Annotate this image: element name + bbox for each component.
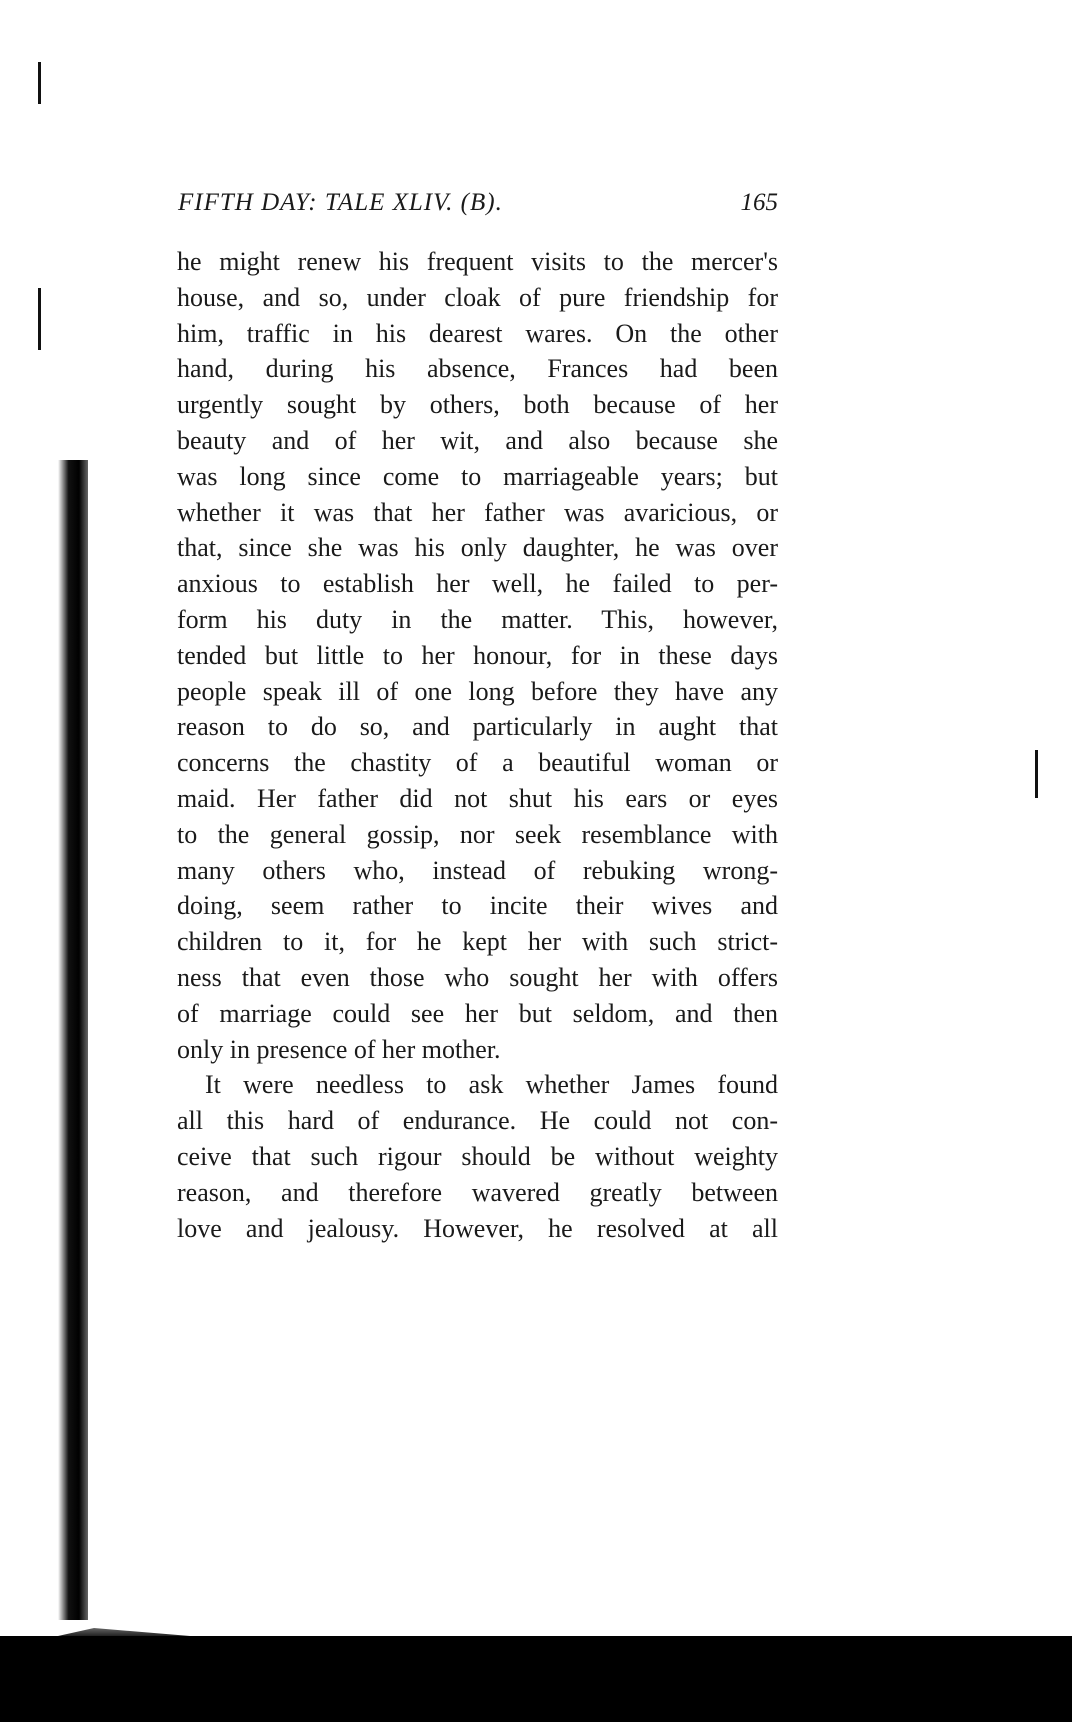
running-head — [178, 186, 778, 220]
text-line: beauty and of her wit, and also because she — [177, 425, 778, 455]
text-line: It were needless to ask whether James found — [205, 1070, 778, 1100]
text-line: all this hard of endurance. He could not con- — [177, 1106, 778, 1136]
text-line: many others who, instead of rebuking wrong- — [177, 855, 778, 885]
page-bottom-edge — [0, 1636, 1072, 1722]
text-line: only in presence of her mother. — [177, 1034, 501, 1064]
text-line: urgently sought by others, both because of her — [177, 390, 778, 420]
text-line: that, since she was his only daughter, he was over — [177, 533, 778, 563]
text-line: reason to do so, and particularly in aught that — [177, 712, 778, 742]
running-head-title: FIFTH DAY: TALE XLIV. (B). — [178, 189, 503, 216]
page-edge-shadow — [58, 460, 88, 1620]
text-line: him, traffic in his dearest wares. On the other — [177, 318, 778, 348]
scan-mark — [1035, 750, 1038, 798]
text-line: of marriage could see her but seldom, and then — [177, 998, 778, 1028]
text-line: concerns the chastity of a beautiful woman or — [177, 748, 778, 778]
text-line: doing, seem rather to incite their wives and — [177, 891, 778, 921]
text-line: children to it, for he kept her with such strict- — [177, 927, 778, 957]
text-line: he might renew his frequent visits to the mercer's — [177, 247, 778, 276]
page-number: 165 — [740, 189, 778, 216]
text-line: to the general gossip, nor seek resemblance with — [177, 819, 778, 849]
text-line: reason, and therefore wavered greatly between — [177, 1177, 778, 1207]
text-line: maid. Her father did not shut his ears or eyes — [177, 783, 778, 813]
text-line: whether it was that her father was avaricious, or — [177, 497, 778, 527]
scan-mark — [38, 62, 41, 104]
text-line: people speak ill of one long before they have any — [177, 676, 778, 706]
text-line: love and jealousy. However, he resolved at all — [177, 1213, 778, 1243]
text-line: hand, during his absence, Frances had been — [177, 354, 778, 384]
text-line: ness that even those who sought her with offers — [177, 962, 778, 992]
text-line: anxious to establish her well, he failed to per- — [177, 569, 778, 599]
text-line: house, and so, under cloak of pure friendship for — [177, 282, 778, 312]
text-line: was long since come to marriageable years; but — [177, 461, 778, 491]
scan-mark — [38, 288, 41, 350]
text-line: tended but little to her honour, for in these days — [177, 640, 778, 670]
text-line: form his duty in the matter. This, however, — [177, 604, 778, 634]
body-text — [177, 244, 778, 1246]
text-line: ceive that such rigour should be without weighty — [177, 1141, 778, 1171]
